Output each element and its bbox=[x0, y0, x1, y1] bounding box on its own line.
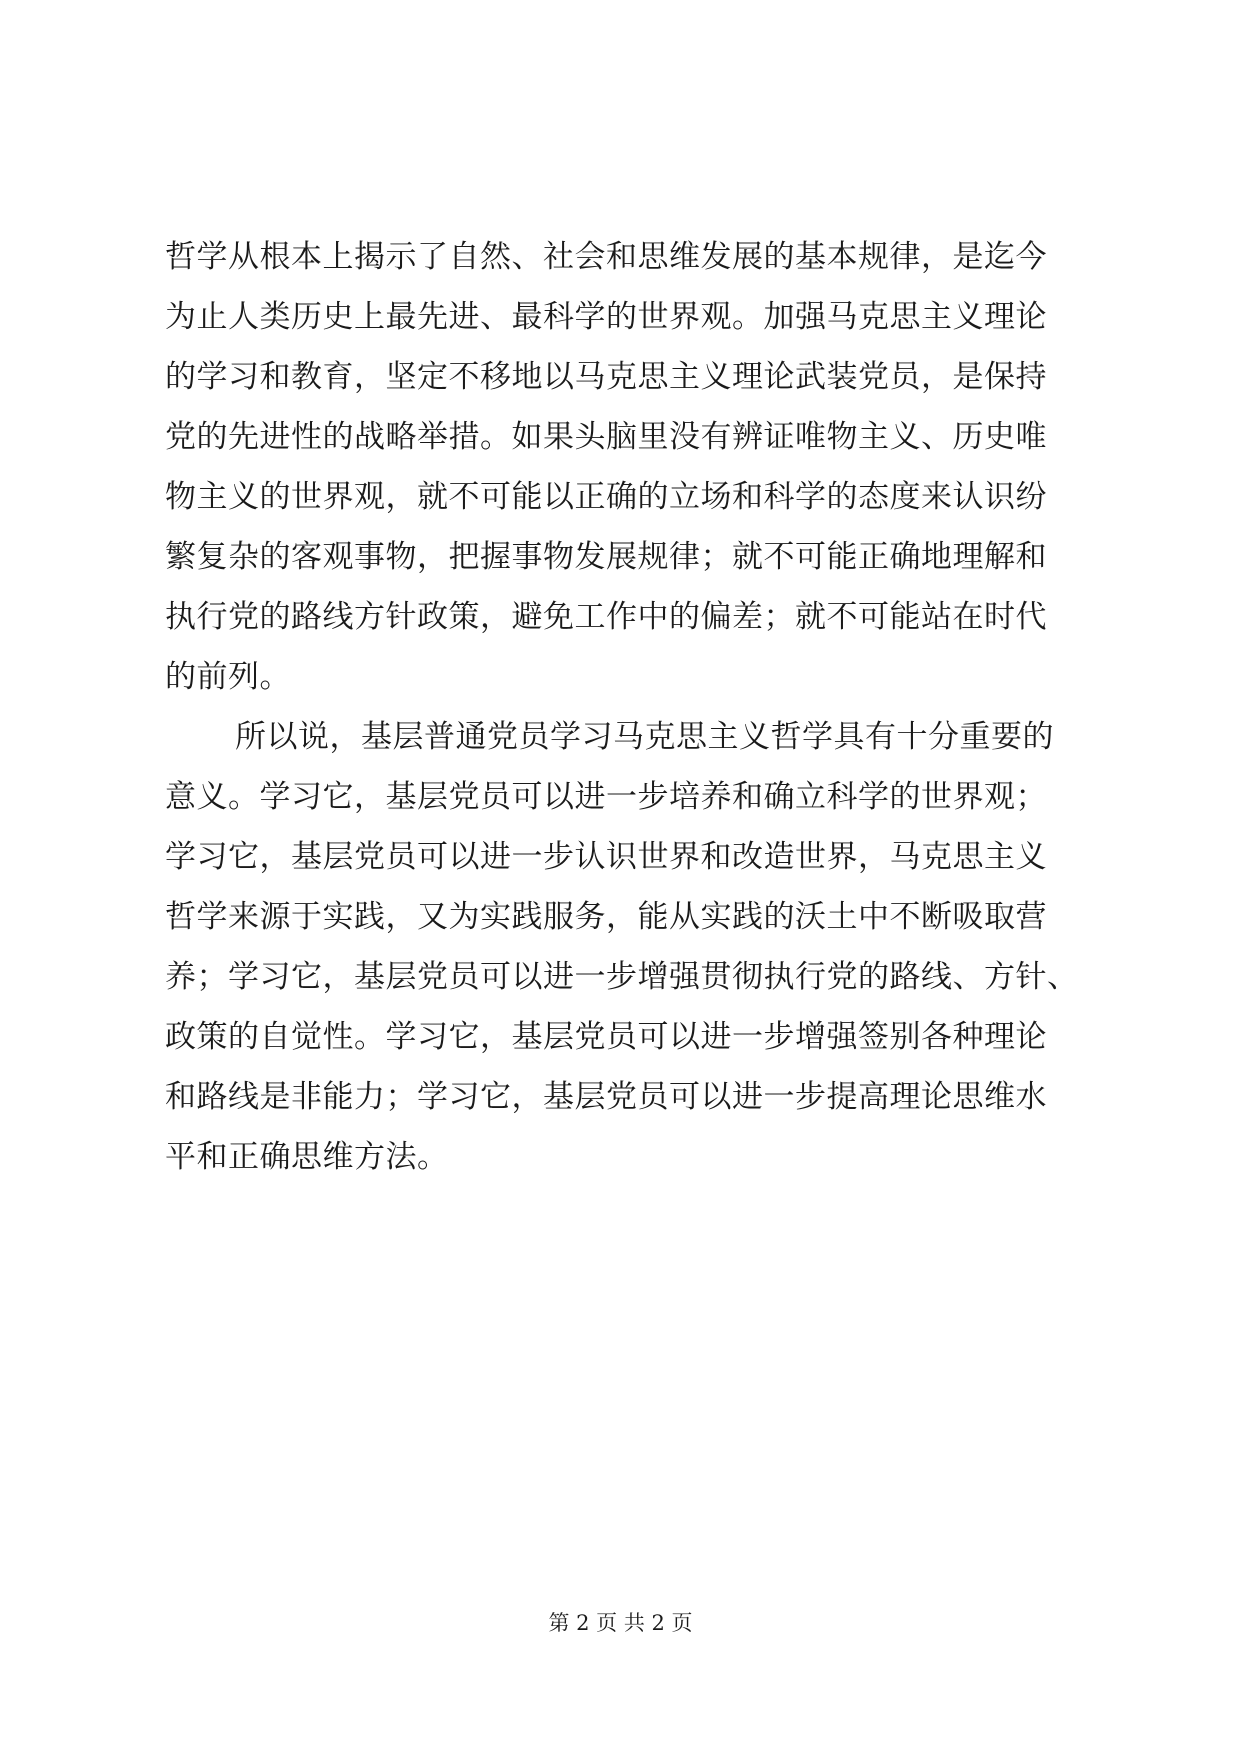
paragraph-first-line: 所以说，基层普通党员学习马克思主义哲学具有十分重要的 bbox=[235, 719, 1054, 755]
text-line: 党的先进性的战略举措。如果头脑里没有辨证唯物主义、历史唯 bbox=[165, 419, 1047, 455]
text-line: 学习它，基层党员可以进一步认识世界和改造世界，马克思主义 bbox=[165, 839, 1047, 875]
text-line: 为止人类历史上最先进、最科学的世界观。加强马克思主义理论 bbox=[165, 299, 1047, 335]
page-number-footer: 第 2 页 共 2 页 bbox=[548, 1611, 693, 1635]
document-body bbox=[165, 227, 1090, 1187]
text-line: 平和正确思维方法。 bbox=[165, 1139, 449, 1175]
text-line: 的学习和教育，坚定不移地以马克思主义理论武装党员，是保持 bbox=[165, 359, 1047, 395]
text-line: 哲学从根本上揭示了自然、社会和思维发展的基本规律，是迄今 bbox=[165, 239, 1047, 275]
text-line: 哲学来源于实践，又为实践服务，能从实践的沃土中不断吸取营 bbox=[165, 899, 1047, 935]
text-line: 意义。学习它，基层党员可以进一步培养和确立科学的世界观； bbox=[165, 779, 1047, 815]
text-line: 物主义的世界观，就不可能以正确的立场和科学的态度来认识纷 bbox=[165, 479, 1047, 515]
text-line: 繁复杂的客观事物，把握事物发展规律；就不可能正确地理解和 bbox=[165, 539, 1047, 575]
text-line: 政策的自觉性。学习它，基层党员可以进一步增强签别各种理论 bbox=[165, 1019, 1047, 1055]
text-line: 养；学习它，基层党员可以进一步增强贯彻执行党的路线、方针、 bbox=[165, 959, 1079, 995]
text-line: 的前列。 bbox=[165, 659, 291, 695]
text-line: 和路线是非能力；学习它，基层党员可以进一步提高理论思维水 bbox=[165, 1079, 1047, 1115]
text-line: 执行党的路线方针政策，避免工作中的偏差；就不可能站在时代 bbox=[165, 599, 1047, 635]
